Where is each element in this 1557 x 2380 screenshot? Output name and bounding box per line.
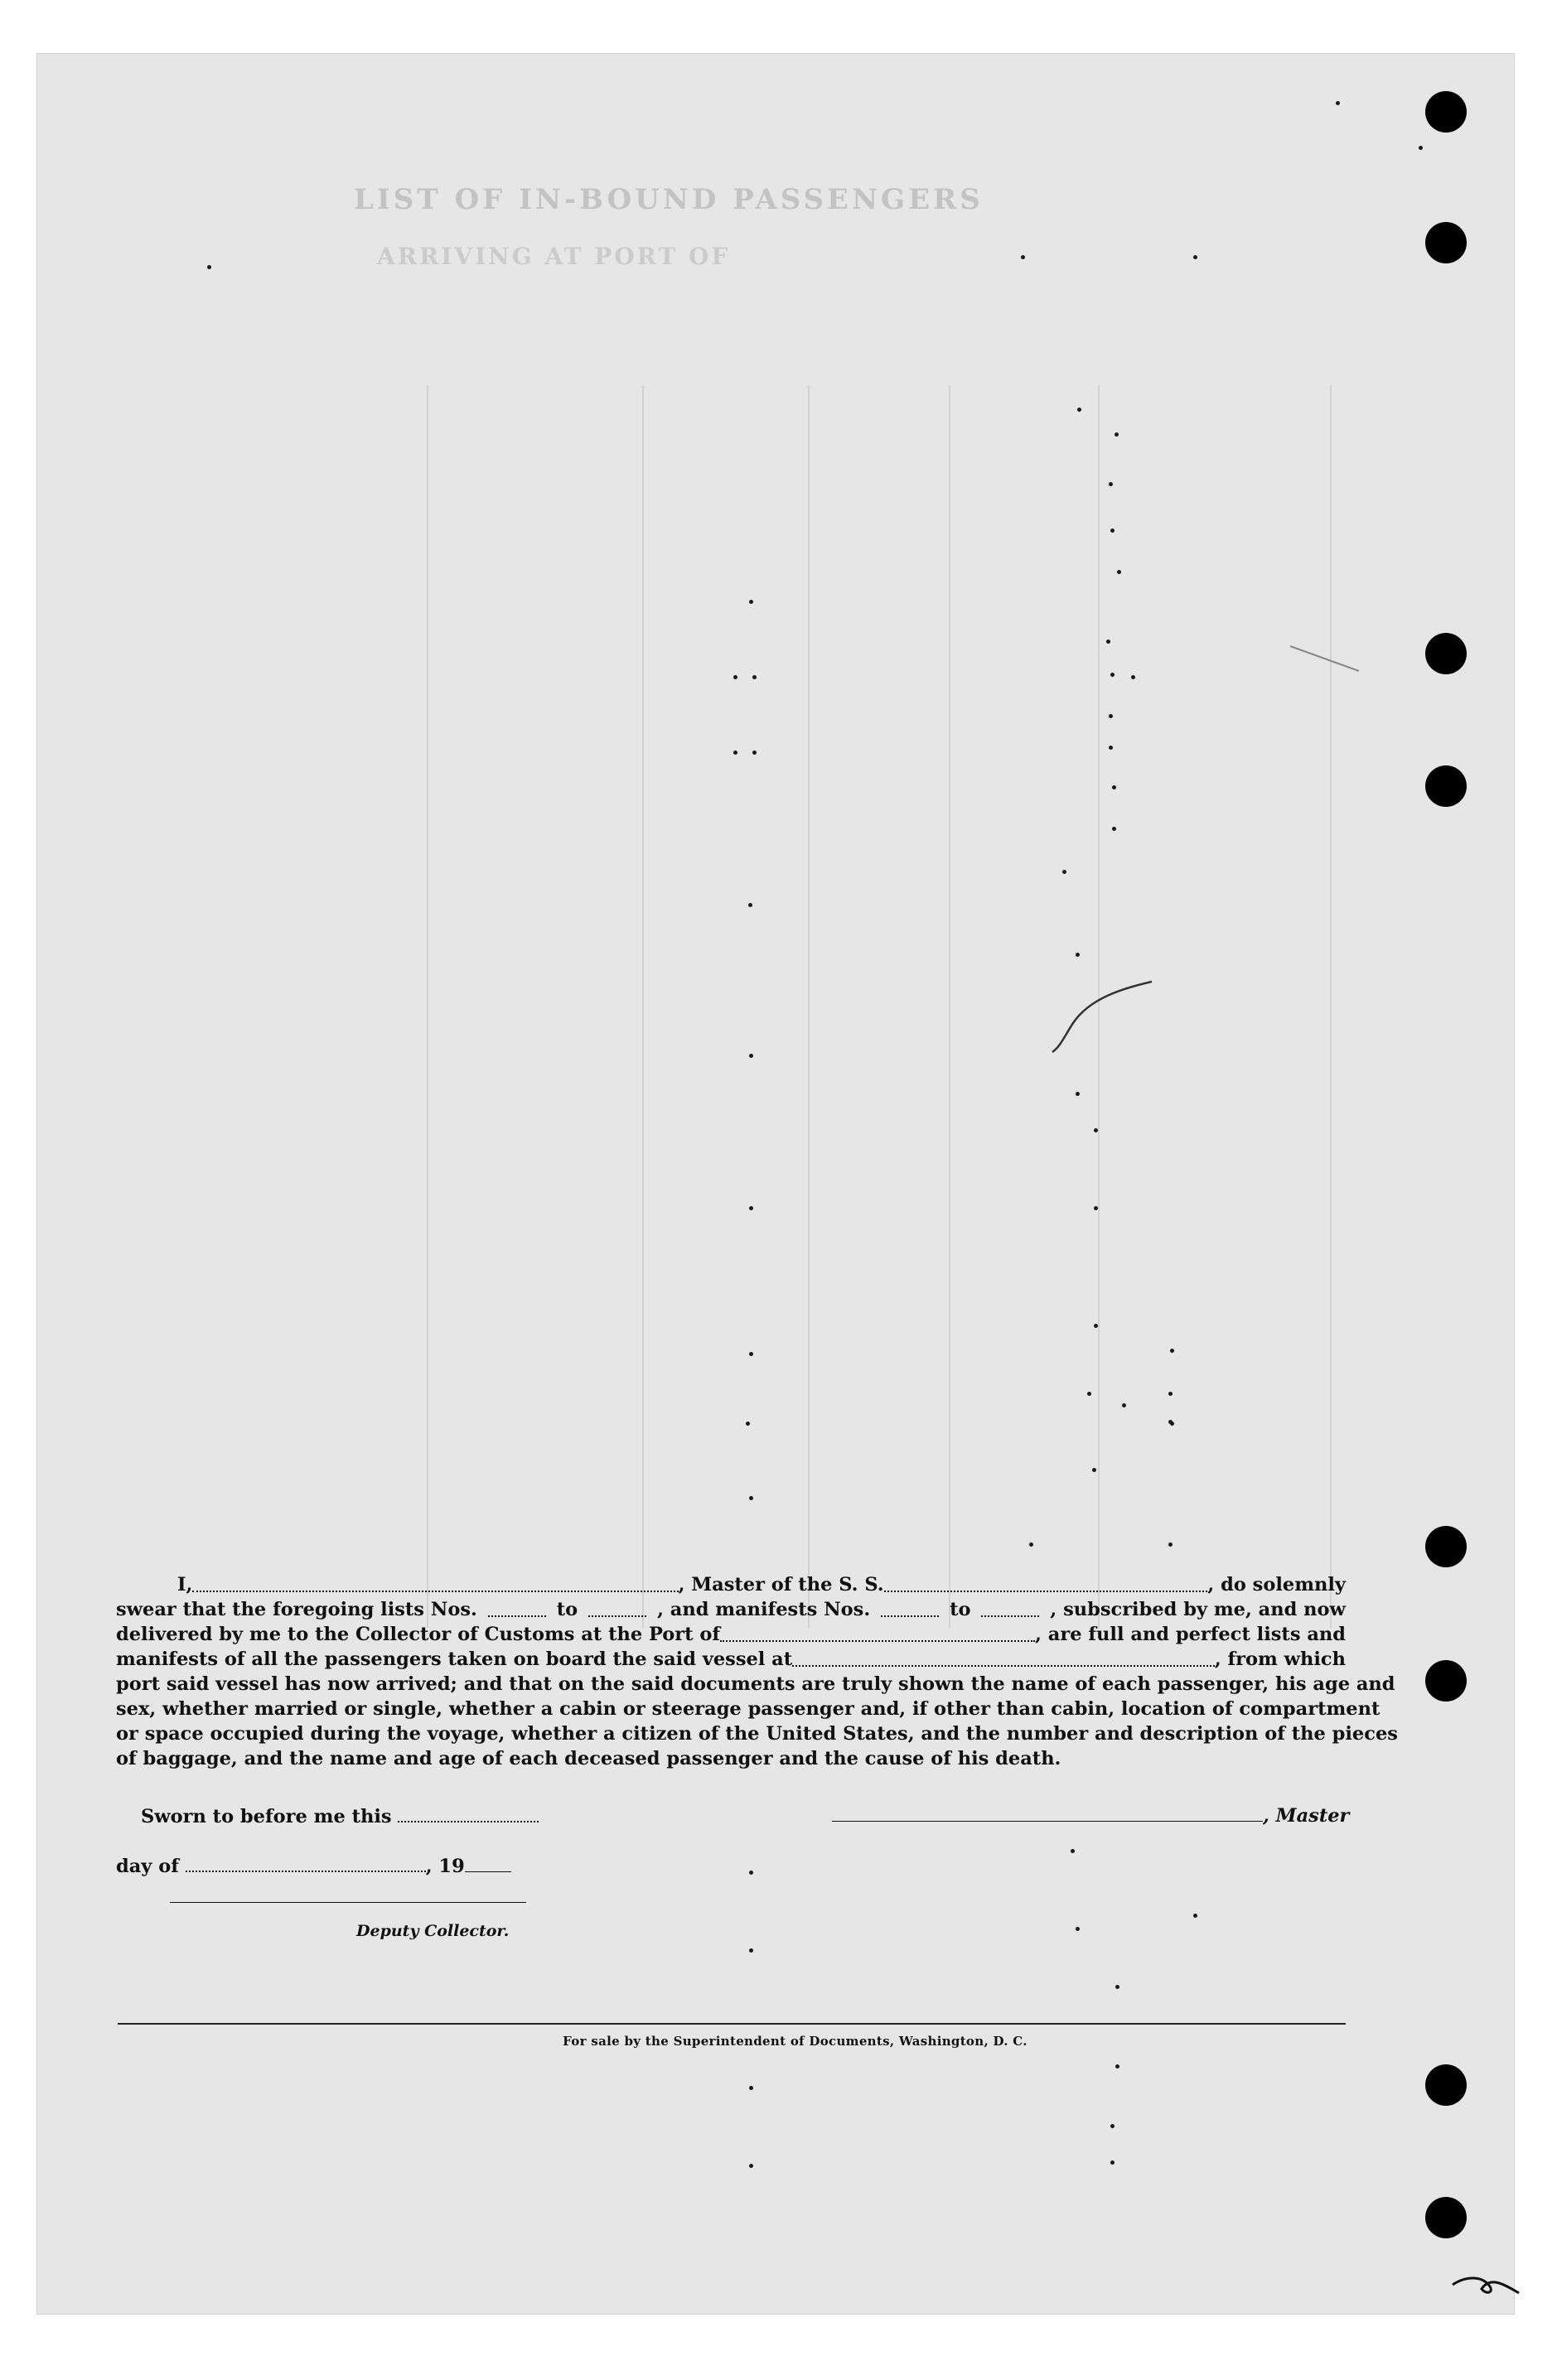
bleed-through-subheading: ARRIVING AT PORT OF: [377, 243, 731, 270]
speck: [749, 1206, 753, 1210]
printer-footer: For sale by the Superintendent of Documents, Washington, D. C.: [563, 2034, 1028, 2049]
speck: [749, 1948, 753, 1953]
bleed-column-line: [808, 385, 810, 1628]
oath-text: to: [950, 1599, 971, 1620]
speck: [733, 675, 737, 679]
speck: [1087, 1392, 1091, 1396]
speck: [1193, 1914, 1197, 1918]
bleed-column-line: [949, 385, 950, 1628]
speck: [749, 1352, 753, 1356]
oath-text: to: [556, 1599, 578, 1620]
punch-hole: [1425, 2197, 1467, 2238]
punch-hole: [1425, 633, 1467, 674]
oath-text: , subscribed by me, and now: [1050, 1599, 1346, 1620]
departure-port-blank: [792, 1647, 1215, 1667]
speck: [1115, 1985, 1119, 1989]
oath-text: swear that the foregoing lists Nos.: [116, 1599, 477, 1620]
speck: [207, 265, 211, 269]
speck: [1131, 675, 1135, 679]
oath-text: , are full and perfect lists and: [1035, 1624, 1346, 1645]
oath-line-1: [116, 1572, 1346, 1597]
manifest-from-blank: [881, 1597, 939, 1617]
oath-line-7: [116, 1721, 1398, 1746]
speck: [1094, 1206, 1098, 1210]
speck: [1110, 673, 1115, 677]
oath-line-4: [116, 1647, 1346, 1672]
speck: [749, 1496, 753, 1500]
year-blank: [465, 1853, 511, 1872]
speck: [1109, 714, 1113, 718]
sworn-date-blank: [398, 1803, 539, 1822]
speck: [1168, 1392, 1173, 1396]
master-label: , Master: [1263, 1805, 1350, 1827]
oath-text: I,: [177, 1574, 193, 1596]
speck: [1029, 1542, 1033, 1547]
manifest-to-blank: [981, 1597, 1039, 1617]
punch-hole: [1425, 1526, 1467, 1567]
oath-text: , do solemnly: [1207, 1574, 1346, 1596]
oath-text: , Master of the S. S.: [678, 1574, 884, 1596]
speck: [1112, 785, 1116, 789]
pen-stroke-mark: [1289, 642, 1363, 675]
speck: [749, 600, 753, 604]
bleed-column-line: [1330, 385, 1332, 1628]
bleed-through-heading: LIST OF IN-BOUND PASSENGERS: [354, 183, 984, 216]
speck: [1336, 101, 1340, 105]
month-blank: [186, 1852, 426, 1872]
speck: [1076, 1927, 1080, 1931]
oath-line-5: [116, 1672, 1395, 1697]
oath-line-8: [116, 1746, 1346, 1771]
speck: [749, 1054, 753, 1058]
oath-text: delivered by me to the Collector of Customs at the Port of: [116, 1624, 721, 1645]
speck: [748, 903, 752, 907]
list-to-blank: [588, 1597, 646, 1617]
speck: [746, 1422, 750, 1426]
day-of-line: [116, 1852, 511, 1877]
speck: [1110, 2160, 1115, 2165]
deputy-collector-label: Deputy Collector.: [356, 1922, 510, 1940]
speck: [1168, 1542, 1173, 1547]
speck: [1122, 1403, 1126, 1407]
speck: [1106, 640, 1110, 644]
speck: [1071, 1849, 1075, 1853]
speck: [749, 2164, 753, 2168]
punch-hole: [1425, 91, 1467, 133]
pen-stroke-mark: [1048, 973, 1156, 1056]
year-label: , 19: [425, 1856, 465, 1877]
master-name-blank: [192, 1572, 678, 1592]
speck: [1110, 529, 1115, 533]
speck: [1115, 2064, 1119, 2069]
oath-text: port said vessel has now arrived; and that on the said documents are truly shown the name of each passenger, his age and: [116, 1673, 1395, 1695]
speck: [1094, 1324, 1098, 1328]
list-from-blank: [488, 1597, 546, 1617]
speck: [752, 675, 757, 679]
speck: [1170, 1349, 1174, 1353]
speck: [1076, 1092, 1080, 1096]
day-of-label: day of: [116, 1856, 179, 1877]
master-oath: [116, 1572, 1398, 1771]
speck: [1076, 953, 1080, 957]
footer-rule: [118, 2023, 1346, 2025]
punch-hole: [1425, 2064, 1467, 2106]
handwritten-mark: [1448, 2268, 1523, 2301]
speck: [1117, 570, 1121, 574]
speck: [1021, 255, 1025, 259]
oath-text: or space occupied during the voyage, whether a citizen of the United States, and the number and description of the pieces: [116, 1723, 1398, 1745]
speck: [1092, 1468, 1096, 1472]
speck: [749, 1871, 753, 1875]
sworn-label: Sworn to before me this: [141, 1806, 392, 1827]
oath-text: , from which: [1214, 1649, 1346, 1670]
speck: [1419, 146, 1423, 150]
speck: [749, 2086, 753, 2090]
form-sheet: [36, 53, 1515, 2315]
speck: [1193, 255, 1197, 259]
oath-text: manifests of all the passengers taken on board the said vessel at: [116, 1649, 793, 1670]
ship-name-blank: [884, 1572, 1208, 1592]
sworn-line: [141, 1803, 539, 1827]
speck: [1110, 2124, 1115, 2128]
oath-line-6: [116, 1697, 1381, 1721]
oath-text: , and manifests Nos.: [657, 1599, 871, 1620]
speck: [1077, 408, 1081, 412]
punch-hole: [1425, 1660, 1467, 1702]
speck: [1168, 1420, 1173, 1424]
speck: [1094, 1128, 1098, 1132]
bleed-column-line: [427, 385, 428, 1628]
bleed-row: [1139, 402, 1227, 422]
deputy-signature-line: [170, 1902, 526, 1903]
speck: [1109, 482, 1113, 486]
punch-hole: [1425, 222, 1467, 263]
speck: [733, 751, 737, 755]
port-blank: [720, 1622, 1035, 1642]
oath-line-2: [116, 1597, 1346, 1622]
speck: [1109, 746, 1113, 750]
oath-text: of baggage, and the name and age of each deceased passenger and the cause of his death.: [116, 1748, 1061, 1769]
speck: [1062, 870, 1066, 874]
oath-line-3: [116, 1622, 1346, 1647]
oath-text: sex, whether married or single, whether a cabin or steerage passenger and, if other than cabin, location of compartment: [116, 1698, 1381, 1720]
speck: [752, 751, 757, 755]
master-signature-blank: [832, 1803, 1263, 1822]
bleed-column-line: [642, 385, 644, 1628]
punch-hole: [1425, 765, 1467, 807]
speck: [1112, 827, 1116, 831]
master-signature-line: [832, 1803, 1349, 1827]
speck: [1115, 432, 1119, 437]
